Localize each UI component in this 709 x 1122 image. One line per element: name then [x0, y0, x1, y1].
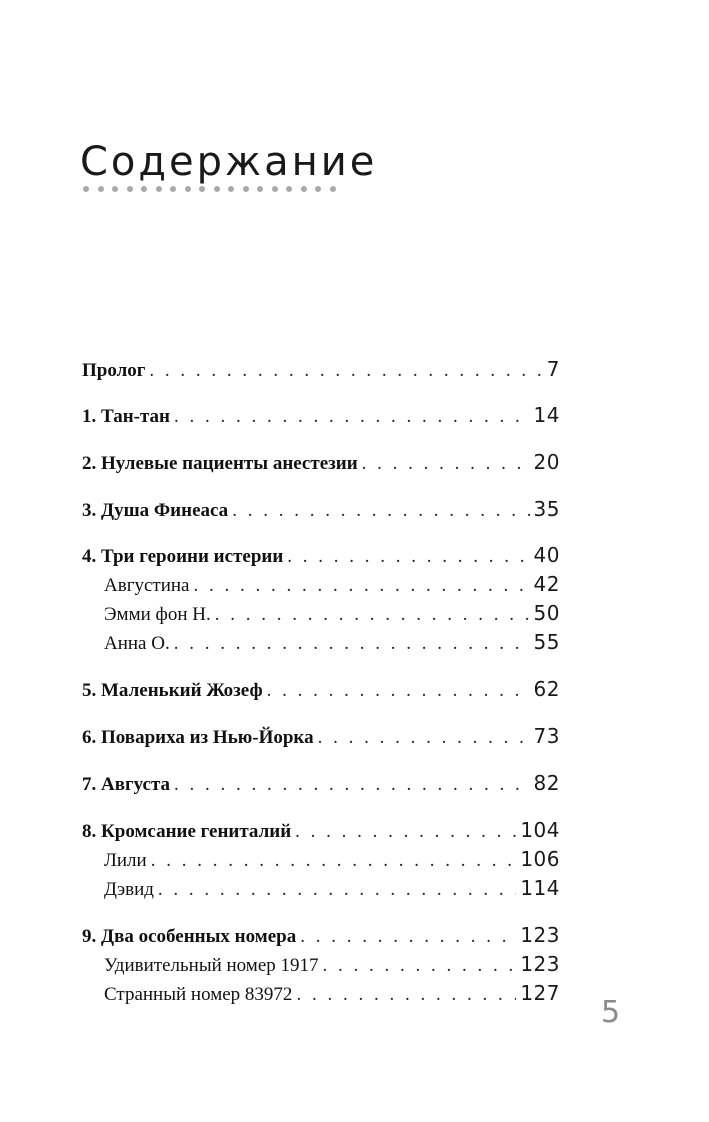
dot-leader: [174, 406, 530, 428]
toc-entry-page: 55: [533, 630, 560, 654]
toc-entry[interactable]: [82, 498, 560, 522]
toc-entry-page: 114: [520, 876, 560, 900]
toc-entry-page: 62: [533, 677, 560, 701]
toc-entry-page: 123: [520, 952, 560, 976]
toc-entry[interactable]: [82, 451, 560, 475]
toc-subentry[interactable]: [104, 631, 560, 655]
toc-entry-label: 4. Три героини истерии: [82, 546, 284, 567]
dot-leader: [362, 453, 530, 475]
toc-entry-page: 40: [533, 543, 560, 567]
toc-entry-label: 7. Августа: [82, 774, 171, 795]
dot-leader: [149, 360, 542, 382]
toc-entry-label: Странный номер 83972: [104, 984, 293, 1005]
toc-entry-page: 82: [533, 771, 560, 795]
toc-entry-page: 14: [533, 403, 560, 427]
toc-entry-label: 5. Маленький Жозеф: [82, 680, 263, 701]
toc-entry-page: 20: [533, 450, 560, 474]
toc-entry-label: 3. Душа Финеаса: [82, 500, 229, 521]
title-dotted-divider: [83, 186, 336, 192]
dot-leader: [295, 821, 516, 843]
dot-leader: [296, 984, 516, 1006]
toc-entry-label: Пролог: [82, 360, 146, 381]
toc-entry-label: 6. Повариха из Нью-Йорка: [82, 727, 314, 748]
dot-leader: [158, 879, 516, 901]
toc-entry[interactable]: [82, 772, 560, 796]
toc-entry-page: 42: [533, 572, 560, 596]
toc-entry-label: Анна О.: [104, 633, 170, 654]
toc-entry-label: Дэвид: [104, 879, 154, 900]
page-number: 5: [601, 995, 621, 1030]
toc-subentry[interactable]: [104, 848, 560, 872]
toc-entry-page: 50: [533, 601, 560, 625]
toc-entry-label: 2. Нулевые пациенты анестезии: [82, 453, 358, 474]
toc-entry[interactable]: [82, 819, 560, 843]
dot-leader: [174, 633, 530, 655]
toc-entry-label: Удивительный номер 1917: [104, 955, 319, 976]
toc-entry[interactable]: [82, 358, 560, 382]
toc-entry-page: 106: [520, 847, 560, 871]
toc-entry-page: 73: [533, 724, 560, 748]
toc-entry[interactable]: [82, 725, 560, 749]
page-title: Содержание: [80, 139, 378, 185]
dot-leader: [318, 727, 530, 749]
toc-entry-label: Лили: [104, 850, 147, 871]
toc-subentry[interactable]: [104, 953, 560, 977]
dot-leader: [151, 850, 517, 872]
dot-leader: [267, 680, 530, 702]
dot-leader: [323, 955, 517, 977]
dot-leader: [287, 546, 529, 568]
toc-entry[interactable]: [82, 544, 560, 568]
dot-leader: [174, 774, 530, 796]
toc-entry-page: 123: [520, 923, 560, 947]
toc-entry-page: 127: [520, 981, 560, 1005]
toc-entry[interactable]: [82, 404, 560, 428]
toc-subentry[interactable]: [104, 573, 560, 597]
dot-leader: [300, 926, 516, 948]
toc-entry-label: Августина: [104, 575, 190, 596]
toc-entry-page: 104: [520, 818, 560, 842]
toc-subentry[interactable]: [104, 982, 560, 1006]
toc-subentry[interactable]: [104, 877, 560, 901]
dot-leader: [232, 500, 529, 522]
dot-leader: [194, 575, 530, 597]
toc-entry-label: 8. Кромсание гениталий: [82, 821, 292, 842]
toc-entry-page: 35: [533, 497, 560, 521]
toc-entry-page: 7: [546, 357, 560, 381]
toc-entry-label: Эмми фон Н.: [104, 604, 211, 625]
toc-subentry[interactable]: [104, 602, 560, 626]
dot-leader: [215, 604, 530, 626]
toc-entry[interactable]: [82, 678, 560, 702]
toc-entry-label: 1. Тан-тан: [82, 406, 170, 427]
toc-entry-label: 9. Два особенных номера: [82, 926, 297, 947]
toc-entry[interactable]: [82, 924, 560, 948]
